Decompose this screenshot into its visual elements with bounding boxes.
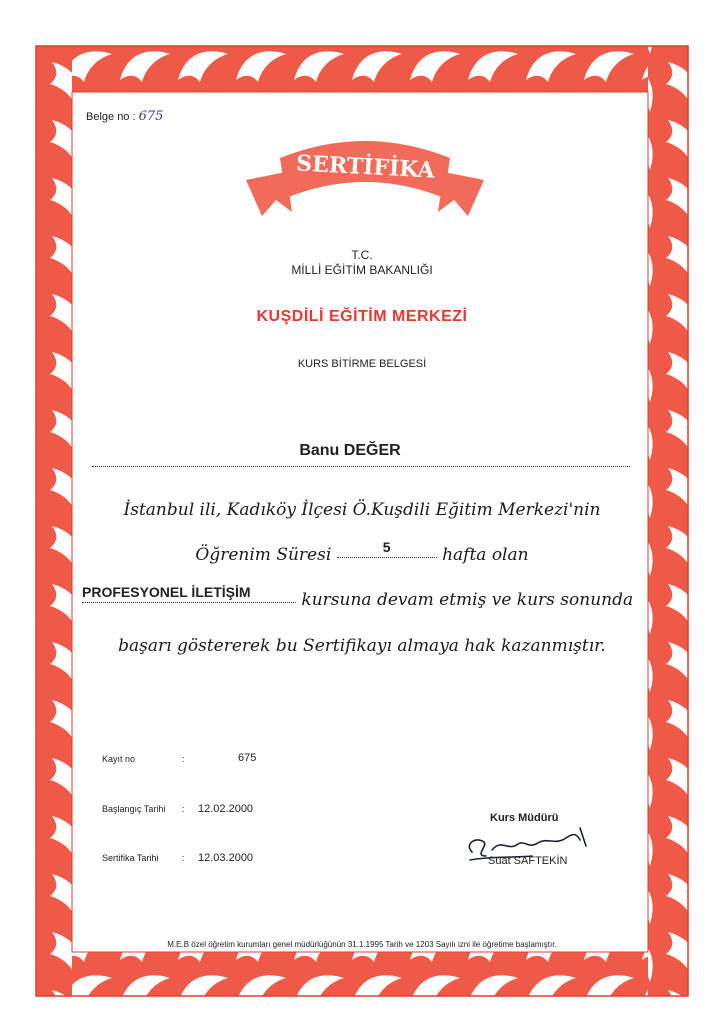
document-number-label: Belge no : [86,111,136,123]
registration-colon: : [182,754,185,764]
body-line-2 [0,539,724,566]
course-name: PROFESYONEL İLETİŞİM [82,584,251,600]
country-label: T.C. [351,248,373,262]
certificate-date-label: Sertifika Tarihi [102,853,159,863]
document-number-value: 675 [138,109,164,124]
course-suffix: kursuna devam etmiş ve kurs sonunda [301,590,634,610]
document-number [86,109,163,124]
start-date-colon: : [182,804,185,814]
body-line-1: İstanbul ili, Kadıköy İlçesi Ö.Kuşdili Eğitim Merkezi'nin [123,500,601,520]
certificate-ribbon [240,128,490,220]
footer-note: M.E.B özel öğretim kurumları genel müdürlüğünün 31.1.1995 Tarih ve 1203 Sayılı izni ile öğretime başlamıştır. [167,940,557,949]
school-name: KUŞDİLİ EĞİTİM MERKEZİ [256,308,468,325]
body-line-4: başarı göstererek bu Sertifikayı almaya hak kazanmıştır. [118,636,606,656]
recipient-name: Banu DEĞER [299,442,401,459]
director-title: Kurs Müdürü [490,812,559,824]
recipient-dotted-line [92,460,630,467]
duration-value: 5 [382,539,391,555]
certificate-date-value: 12.03.2000 [198,852,254,864]
document-type: KURS BİTİRME BELGESİ [297,358,427,370]
director-name: Suat SAFTEKİN [488,855,568,867]
start-date-value: 12.02.2000 [198,803,254,815]
registration-value: 675 [238,752,257,764]
body-line-3 [82,584,634,611]
certificate-date-colon: : [182,853,185,863]
registration-label: Kayıt no [102,754,136,764]
start-date-label: Başlangıç Tarihi [102,804,166,814]
ribbon-title: SERTİFİKA [295,150,436,184]
duration-suffix: hafta olan [442,545,529,565]
duration-prefix: Öğrenim Süresi [195,545,332,565]
ministry-label: MİLLİ EĞİTİM BAKANLIĞI [291,263,433,277]
